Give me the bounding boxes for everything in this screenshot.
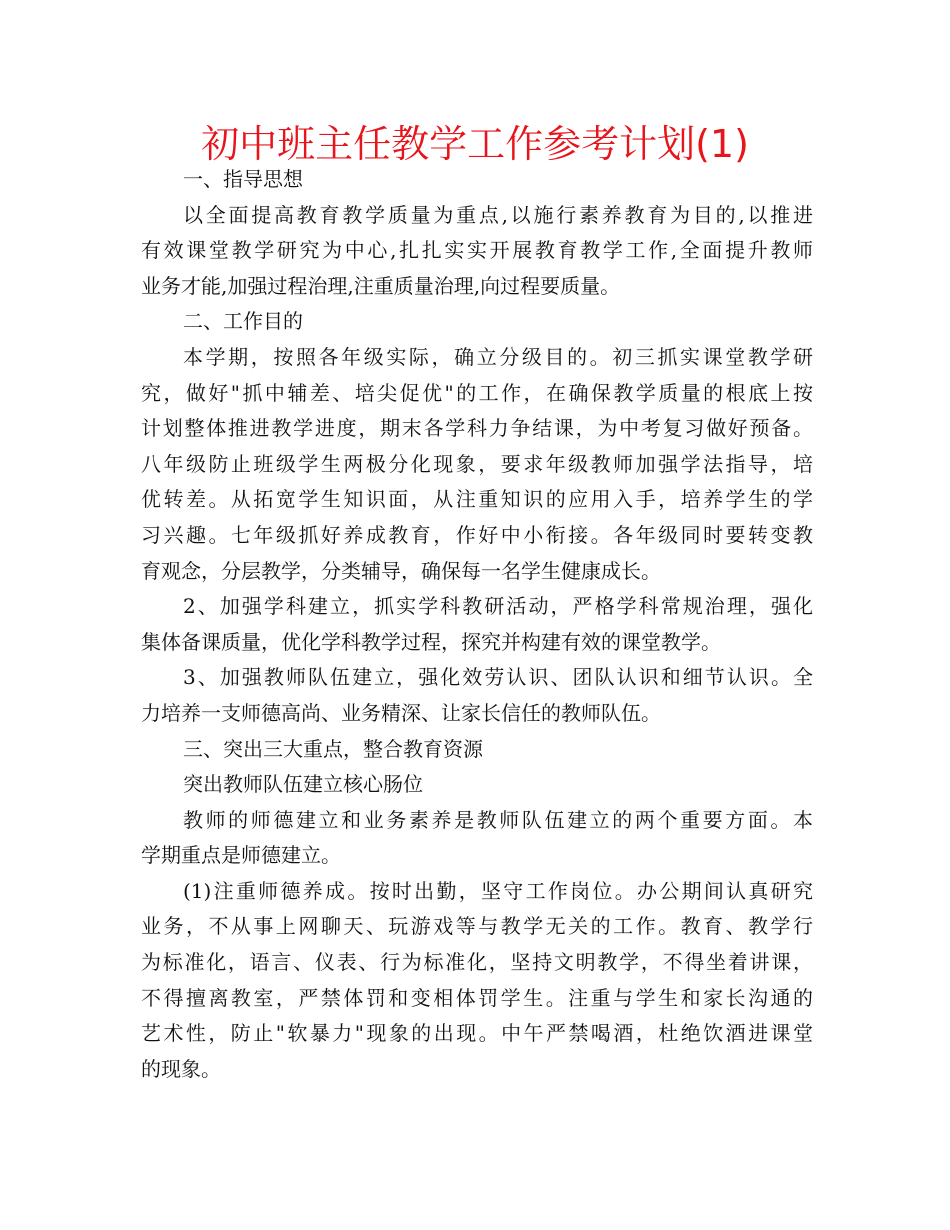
paragraph-line: 八年级防止班级学生两极分化现象，要求年级教师加强学法指导，培 — [141, 451, 813, 476]
paragraph-line: 3、加强教师队伍建立，强化效劳认识、团队认识和细节认识。全 — [183, 665, 813, 690]
paragraph-line: 力培养一支师德高尚、业务精深、让家长信任的教师队伍。 — [141, 700, 661, 725]
paragraph-line: 业务才能,加强过程治理,注重质量治理,向过程要质量。 — [141, 273, 621, 298]
paragraph-line: 计划整体推进教学进度，期末各学科力争结课，为中考复习做好预备。 — [141, 416, 813, 441]
section-heading-three-focuses: 三、突出三大重点，整合教育资源 — [183, 736, 483, 761]
paragraph-line: 究，做好"抓中辅差、培尖促优"的工作，在确保教学质量的根底上按 — [141, 380, 813, 405]
subheading-teacher-team: 突出教师队伍建立核心肠位 — [183, 772, 423, 797]
paragraph-line: 有效课堂教学研究为中心,扎扎实实开展教育教学工作,全面提升教师 — [141, 238, 813, 263]
section-heading-guiding-thought: 一、指导思想 — [183, 167, 303, 191]
paragraph-line: 本学期，按照各年级实际，确立分级目的。初三抓实课堂教学研 — [183, 344, 813, 369]
paragraph-line: 不得擅离教室，严禁体罚和变相体罚学生。注重与学生和家长沟通的 — [141, 985, 813, 1010]
document-body — [141, 162, 813, 1087]
paragraph-line: 育观念，分层教学，分类辅导，确保每一名学生健康成长。 — [141, 558, 661, 583]
paragraph-line: 艺术性，防止"软暴力"现象的出现。中午严禁喝酒，杜绝饮酒进课堂 — [141, 1021, 813, 1046]
paragraph-line: 优转差。从拓宽学生知识面，从注重知识的应用入手，培养学生的学 — [141, 487, 813, 512]
paragraph-line: 集体备课质量，优化学科教学过程，探究并构建有效的课堂教学。 — [141, 629, 721, 654]
paragraph-line: 业务，不从事上网聊天、玩游戏等与教学无关的工作。教育、教学行 — [141, 914, 813, 939]
section-heading-work-goals: 二、工作目的 — [183, 309, 303, 334]
paragraph-line: 为标准化，语言、仪表、行为标准化，坚持文明教学，不得坐着讲课， — [141, 950, 813, 975]
paragraph-line: 习兴趣。七年级抓好养成教育，作好中小衔接。各年级同时要转变教 — [141, 522, 813, 547]
paragraph-line: 2、加强学科建立，抓实学科教研活动，严格学科常规治理，强化 — [183, 594, 813, 619]
paragraph-line: 的现象。 — [141, 1056, 221, 1081]
document-title: 初中班主任教学工作参考计划(1) — [201, 122, 749, 166]
paragraph-line: 以全面提高教育教学质量为重点,以施行素养教育为目的,以推进 — [183, 202, 813, 227]
paragraph-line: (1)注重师德养成。按时出勤，坚守工作岗位。办公期间认真研究 — [183, 878, 813, 903]
paragraph-line: 教师的师德建立和业务素养是教师队伍建立的两个重要方面。本 — [183, 807, 813, 832]
paragraph-line: 学期重点是师德建立。 — [141, 843, 341, 868]
